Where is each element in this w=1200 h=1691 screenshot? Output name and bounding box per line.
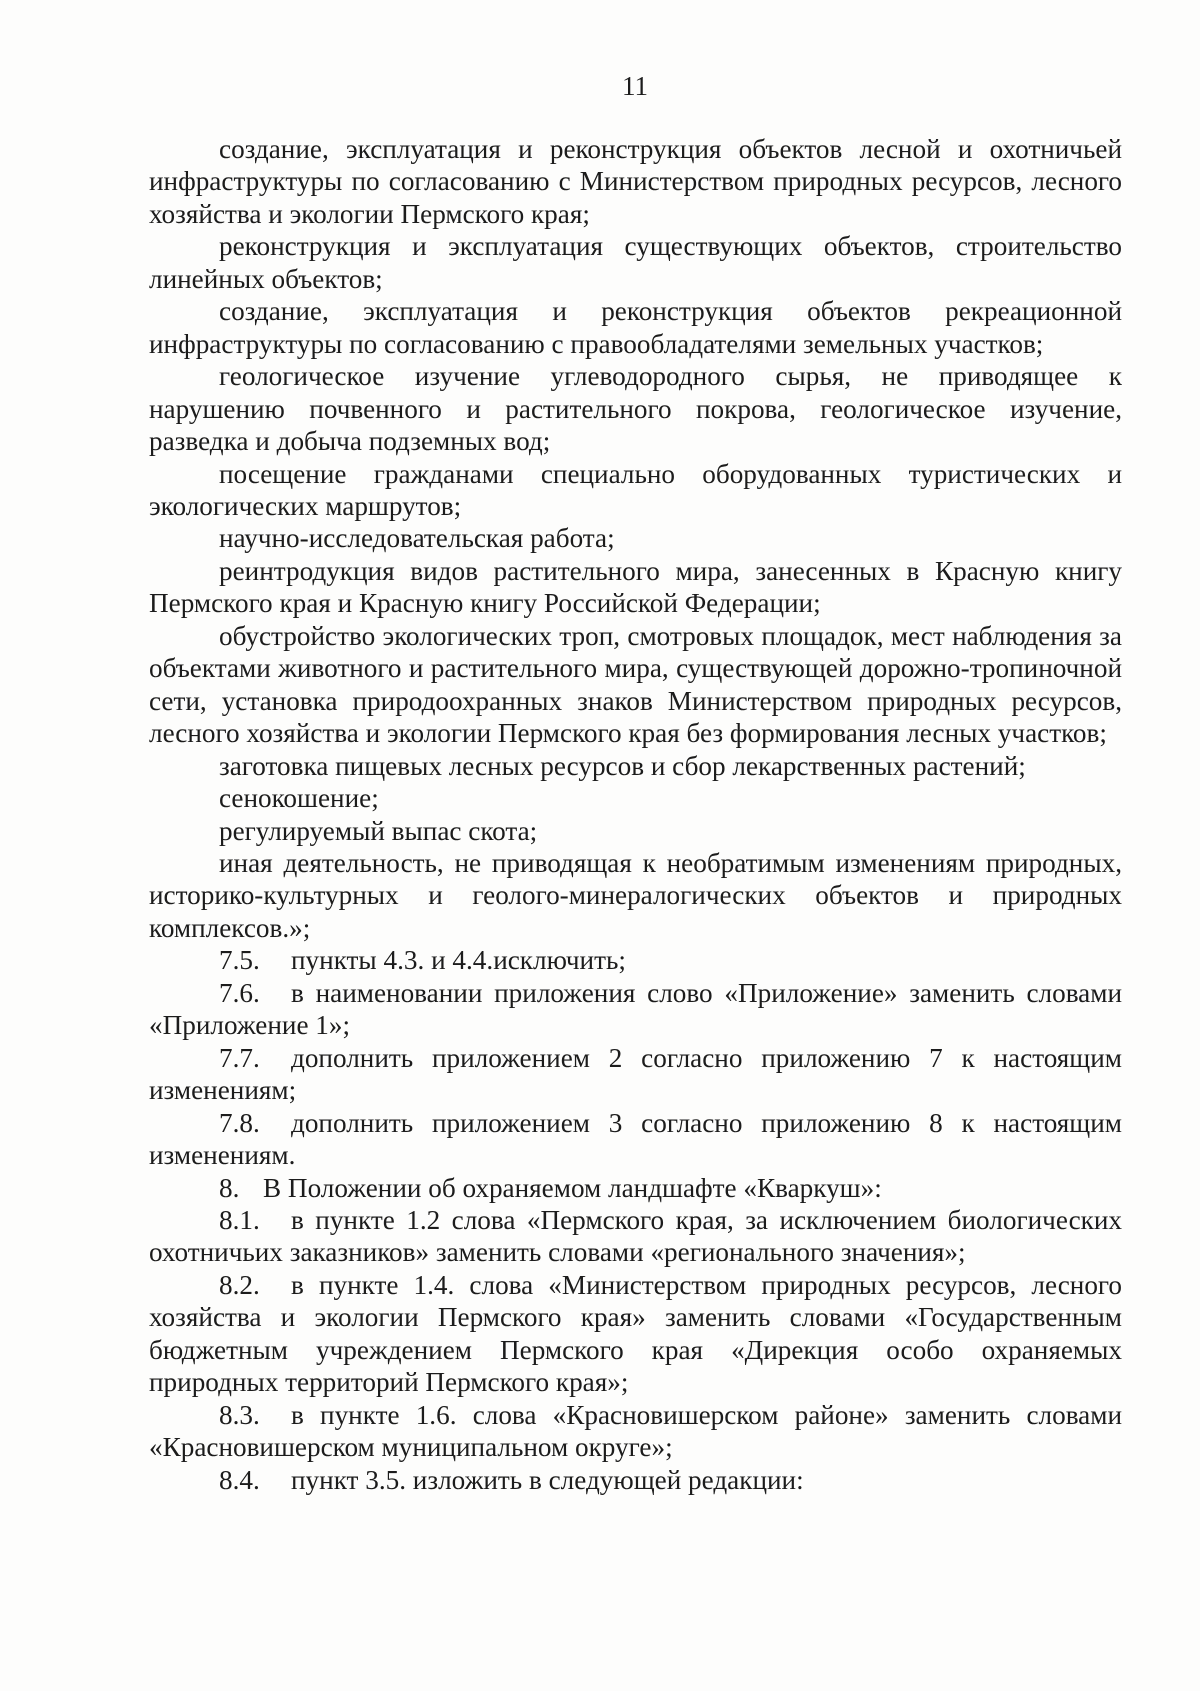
paragraph-text: В Положении об охраняемом ландшафте «Кваркуш»:: [263, 1172, 882, 1203]
paragraph-text: дополнить приложением 2 согласно приложению 7 к настоящим изменениям;: [149, 1042, 1122, 1106]
paragraph-text: пункт 3.5. изложить в следующей редакции:: [291, 1464, 804, 1495]
paragraph-number: 7.5.: [219, 945, 260, 976]
paragraph-number: 8.1.: [219, 1204, 260, 1235]
paragraph-number: 8.2.: [219, 1269, 260, 1300]
paragraph-text: создание, эксплуатация и реконструкция объектов рекреационной инфраструктуры по согласованию с правообладателями земельных участков;: [149, 296, 1122, 359]
paragraph: [149, 1107, 1122, 1172]
paragraph: [149, 782, 1122, 814]
paragraph-number: 8.4.: [219, 1464, 260, 1495]
paragraph: [149, 1464, 1122, 1496]
paragraph: [149, 750, 1122, 782]
paragraph: [149, 133, 1122, 230]
paragraph-text: научно-исследовательская работа;: [219, 523, 615, 554]
paragraph: [149, 620, 1122, 750]
paragraph-text: сенокошение;: [219, 783, 379, 814]
paragraph: [149, 1399, 1122, 1464]
paragraph-text: в пункте 1.6. слова «Красновишерском районе» заменить словами «Красновишерском муниципальном округе»;: [149, 1399, 1122, 1463]
paragraph: [149, 295, 1122, 360]
paragraph: [149, 847, 1122, 944]
paragraph-number: 8.3.: [219, 1399, 260, 1430]
paragraph: [149, 230, 1122, 295]
paragraph-text: иная деятельность, не приводящая к необратимым изменениям природных, историко-культурных и геолого-минералогических объектов и природных комплексов.»;: [149, 847, 1122, 943]
paragraph: [149, 458, 1122, 523]
paragraph-number: 7.7.: [219, 1042, 260, 1073]
paragraph-text: геологическое изучение углеводородного сырья, не приводящее к нарушению почвенного и растительного покрова, геологическое изучение, разведка и добыча подземных вод;: [149, 361, 1122, 457]
paragraph-number: 7.8.: [219, 1107, 260, 1138]
paragraph: [149, 522, 1122, 554]
paragraph-text: создание, эксплуатация и реконструкция объектов лесной и охотничьей инфраструктуры по согласованию с Министерством природных ресурсов, лесного хозяйства и экологии Пермского края;: [149, 134, 1122, 229]
paragraph: [149, 1172, 1122, 1204]
paragraph-text: регулируемый выпас скота;: [219, 815, 538, 846]
paragraph-text: реконструкция и эксплуатация существующих объектов, строительство линейных объектов;: [149, 231, 1122, 294]
paragraph: [149, 360, 1122, 457]
paragraph-text: в пункте 1.2 слова «Пермского края, за исключением биологических охотничьих заказников» заменить словами «регионального значения»;: [149, 1204, 1122, 1268]
paragraph: [149, 815, 1122, 847]
paragraph: [149, 555, 1122, 620]
paragraph: [149, 1204, 1122, 1269]
paragraph-text: дополнить приложением 3 согласно приложению 8 к настоящим изменениям.: [149, 1107, 1122, 1171]
paragraph: [149, 1269, 1122, 1399]
paragraph-text: реинтродукция видов растительного мира, занесенных в Красную книгу Пермского края и Красную книгу Российской Федерации;: [149, 555, 1122, 619]
paragraph: [149, 1042, 1122, 1107]
paragraph-number: 7.6.: [219, 977, 260, 1008]
document-body: [149, 133, 1122, 1496]
paragraph: [149, 977, 1122, 1042]
paragraph: [149, 944, 1122, 976]
paragraph-text: обустройство экологических троп, смотровых площадок, мест наблюдения за объектами животного и растительного мира, существующей дорожно-тропиночной сети, установка природоохранных знаков Министерством природных ресурсов, лесного хозяйства и экологии Пермского края без формирования лесных участков;: [149, 620, 1122, 749]
paragraph-text: в пункте 1.4. слова «Министерством природных ресурсов, лесного хозяйства и экологии Пермского края» заменить словами «Государственным бюджетным учреждением Пермского края «Дирекция особо охраняемых природных территорий Пермского края»;: [149, 1269, 1122, 1398]
paragraph-text: пункты 4.3. и 4.4.исключить;: [291, 945, 626, 976]
paragraph-text: в наименовании приложения слово «Приложение» заменить словами «Приложение 1»;: [149, 977, 1122, 1041]
paragraph-text: посещение гражданами специально оборудованных туристических и экологических маршрутов;: [149, 458, 1122, 521]
paragraph-number: 8.: [219, 1172, 240, 1203]
paragraph-text: заготовка пищевых лесных ресурсов и сбор лекарственных растений;: [219, 750, 1026, 781]
page-number: 11: [622, 71, 648, 101]
